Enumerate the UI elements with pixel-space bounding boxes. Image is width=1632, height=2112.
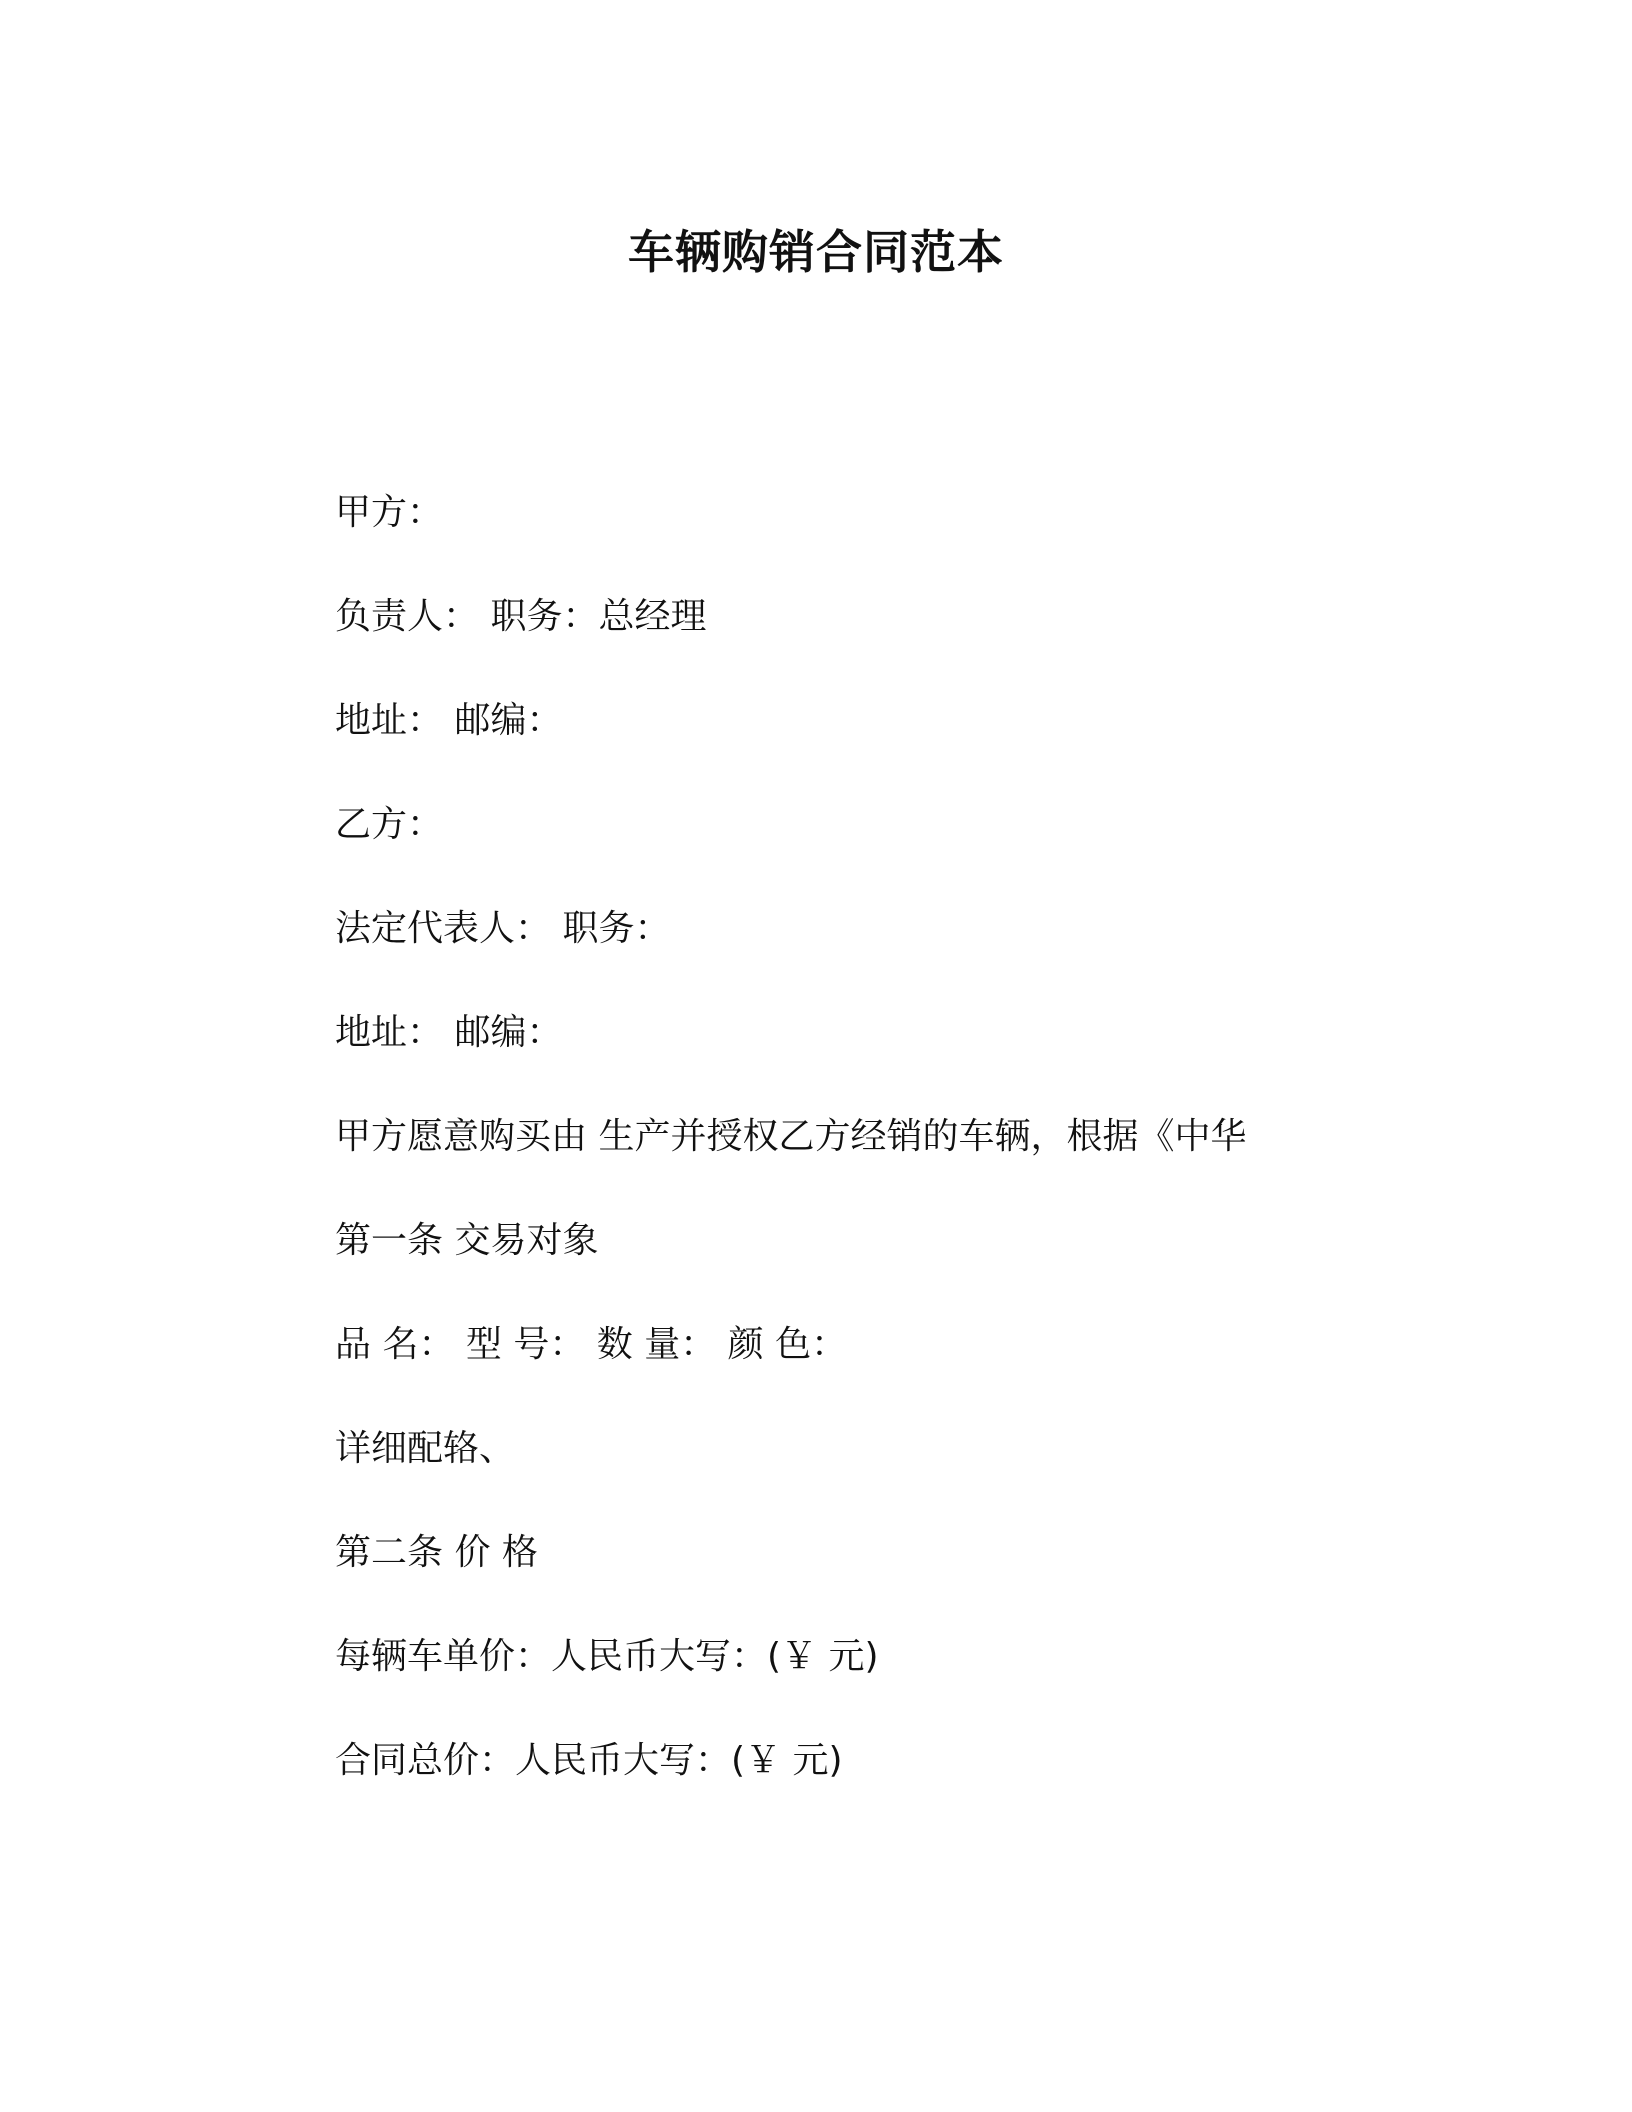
party-b-representative-line: 法定代表人： 职务： xyxy=(335,908,671,949)
document-body xyxy=(335,493,1335,1845)
product-fields-line: 品 名： 型 号： 数 量： 颜 色： xyxy=(335,1324,848,1365)
article-one-heading: 第一条 交易对象 xyxy=(335,1220,599,1261)
preamble-line: 甲方愿意购买由 生产并授权乙方经销的车辆，根据《中华 xyxy=(335,1116,1247,1157)
party-a-manager-line: 负责人： 职务：总经理 xyxy=(335,596,707,637)
total-price-line: 合同总价：人民币大写：(￥ 元) xyxy=(335,1740,843,1781)
article-two-heading: 第二条 价 格 xyxy=(335,1532,538,1573)
document-title: 车辆购销合同范本 xyxy=(628,225,1004,279)
party-a-address-line: 地址： 邮编： xyxy=(335,700,563,741)
party-b-line: 乙方： xyxy=(335,804,444,845)
party-b-address-line: 地址： 邮编： xyxy=(335,1012,563,1053)
party-a-line: 甲方： xyxy=(335,492,444,533)
configuration-line: 详细配辂、 xyxy=(335,1428,516,1469)
unit-price-line: 每辆车单价：人民币大写：(￥ 元) xyxy=(335,1636,879,1677)
